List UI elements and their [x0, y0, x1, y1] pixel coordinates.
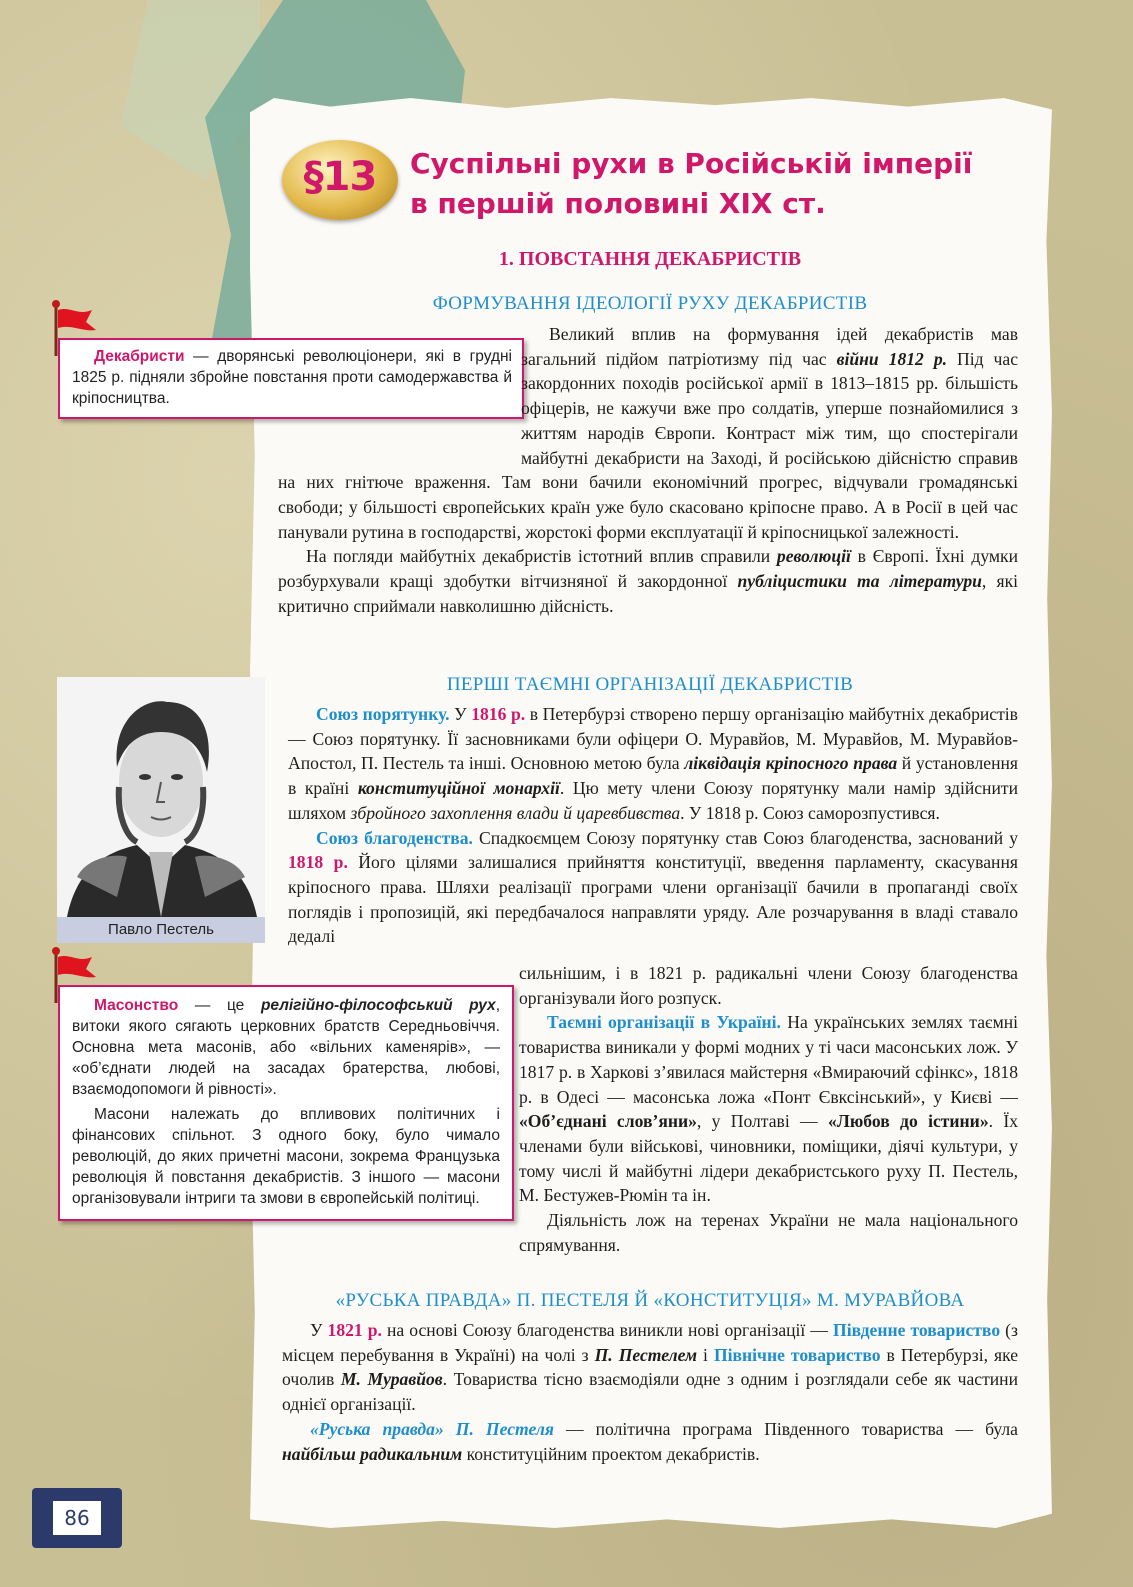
- box2-t1: — це: [178, 997, 261, 1014]
- p4-e: сильнішим, і в 1821 р. радикальні члени Союзу благоденства організували його розпуск.: [519, 963, 1018, 1008]
- union-welfare-title: Союз благоденства.: [316, 827, 473, 848]
- term-freemasonry: Масонство: [94, 997, 179, 1014]
- p2-a: На погляди майбутніх декабристів істотний вплив справили: [306, 546, 777, 567]
- p1-c: Під час закордонних походів російської армії в 1813–1815 рр. більшість офіцерів, не кажучи вже про солдатів, уперше познайомилися з життям народів Європи. Контраст між тим, що спостерігали майбутні декабристи на Заході, й російською дійсністю справив на них гнітюче враження. Там вони бачили економічний прогрес, відчували громадянські свободи; у більшості європейських країн уже було скасовано кріпосне право. А в Росії в цей час панували рутина в господарстві, жорстокі форми експлуатації й кріпосницької залежності.: [278, 348, 1019, 542]
- portrait-caption: Павло Пестель: [57, 917, 265, 943]
- subheading-russkaya-pravda: «РУСЬКА ПРАВДА» П. ПЕСТЕЛЯ Й «КОНСТИТУЦІЯ» М. МУРАВЙОВА: [335, 1290, 965, 1311]
- union-salvation-title: Союз порятунку.: [316, 704, 450, 724]
- page-title: [410, 144, 1030, 224]
- portrait-pestel: [57, 677, 265, 917]
- p3-g: конституційної монархії: [357, 778, 560, 799]
- p7-g: і: [697, 1344, 714, 1365]
- p3-j: . У 1818 р. Союз саморозпустився.: [680, 802, 940, 823]
- p2-b: революції: [776, 546, 851, 567]
- p2-d: публіцистики та літератури: [737, 571, 982, 592]
- p2-e: , які критично сприймали навколишню дійсність.: [278, 571, 1019, 616]
- p3-i: збройного захоплення влади й царевбивства: [350, 802, 681, 823]
- p1-b: війни 1812 р.: [836, 348, 948, 369]
- p5-d: , у Полтаві —: [696, 1111, 828, 1132]
- box-spacer: [278, 322, 521, 470]
- p5-c: «Об’єднані слов’яни»: [519, 1111, 697, 1132]
- p7-e: (з місцем перебування в Україні) на чолі з: [282, 1320, 1018, 1365]
- p3-b: У: [449, 704, 472, 724]
- p3-e: ліквідація кріпосного права: [684, 753, 898, 774]
- year-1821: 1821 р.: [327, 1320, 382, 1340]
- badge-number: §13: [303, 154, 377, 200]
- paragraph-societies: [282, 1318, 1018, 1466]
- p7-i: в Петербурзі, яке очолив: [282, 1344, 1019, 1390]
- p1-a: Великий вплив на формування ідей декабристів мав загальний підйом патріотизму під час: [521, 324, 1018, 369]
- section-heading: 1. ПОВСТАННЯ ДЕКАБРИСТІВ: [498, 248, 802, 270]
- box2-t2: релігійно-філософський рух: [260, 997, 496, 1014]
- title-line-1: Суспільні рухи в Російській імперії: [410, 147, 973, 180]
- paragraph-lodges: [519, 961, 1018, 1257]
- p7-a: У: [310, 1320, 328, 1340]
- p7-k: . Товариства тісно взаємодіяли одне з одним і розглядали себе як частини однієї організації.: [282, 1369, 1019, 1415]
- definition-box-freemasonry: [58, 985, 514, 1221]
- title-line-2: в першій половині XIX ст.: [410, 187, 826, 220]
- p6: Діяльність лож на теренах України не мала національного спрямування.: [519, 1210, 1018, 1255]
- p3-d: в Петербурзі створено першу організацію майбутніх декабристів — Союз порятунку. Її засновниками були офіцери О. Муравйов, М. Муравйов, М. Муравйов-Апостол, П. Пестель та інші. Основною метою була: [288, 704, 1018, 774]
- year-1818: 1818 р.: [288, 852, 348, 873]
- p8-c: найбільш радикальним: [282, 1443, 463, 1464]
- p5-b: На українських землях таємні товариства виникали у формі модних у ті часи масонських лож. У 1817 р. в Харкові з’явилася майстерня «Вмираючий сфінкс», 1818 р. в Одесі — масонська ложа «Понт Євксінський», у Києві —: [519, 1012, 1019, 1107]
- p7-f: П. Пестелем: [594, 1344, 698, 1365]
- northern-society: Північне товариство: [713, 1344, 881, 1365]
- p3-h: . Цю мету члени Союзу порятунку мали намір здійснити шляхом: [288, 778, 1018, 823]
- southern-society: Південне товариство: [833, 1320, 1001, 1340]
- box2-paragraph-2: Масони належать до впливових політичних і фінансових спільнот. З одного боку, було чимало революцій, до яких причетні масони, зокрема Французька революція й повстання декабристів. З іншого — масони організовували інтриги та змови в європейській політиці.: [72, 1106, 500, 1207]
- page-number-box: [32, 1488, 122, 1548]
- portrait-image: [57, 677, 265, 917]
- p4-b: Спадкоємцем Союзу порятунку став Союз благоденства, заснований у: [472, 827, 1018, 848]
- p3-f: й установлення в країні: [288, 753, 1018, 799]
- secret-orgs-ukraine-title: Таємні організації в Україні.: [547, 1012, 781, 1033]
- p4-d: Його цілями залишалися прийняття конституції, введення парламенту, скасування кріпосного права. Шляхи реалізації програми члени організації бачили в пропаганді своїх поглядів і пропозицій, які передбачалося направляти уряду. Але розчарування в владі ставало дедалі: [288, 852, 1018, 947]
- p2-c: в Європі. Їхні думки розбурхували кращі здобутки вітчизняної й закордонної: [278, 546, 1018, 592]
- p7-c: на основі Союзу благоденства виникли нові організації —: [381, 1320, 834, 1340]
- page-number: 86: [51, 1499, 103, 1537]
- year-1816: 1816 р.: [471, 704, 526, 724]
- p5-e: «Любов до істини»: [827, 1111, 989, 1132]
- paragraph-unions: [288, 702, 1018, 949]
- definition-decembrists: — дворянські революціонери, які в грудні 1825 р. підняли збройне повстання проти самодержавства й кріпосництва.: [72, 348, 512, 407]
- p8-d: конституційним проектом декабристів.: [462, 1443, 760, 1464]
- paragraph-badge: [282, 140, 398, 220]
- subheading-ideology: ФОРМУВАННЯ ІДЕОЛОГІЇ РУХУ ДЕКАБРИСТІВ: [432, 293, 868, 314]
- russkaya-pravda-title: «Руська правда» П. Пестеля: [310, 1418, 554, 1439]
- p5-f: . Їх членами були військові, чиновники, поміщики, діячі культури, у тому числі й майбутні лідери декабристського руху П. Пестель, М. Бестужев-Рюмін та ін.: [519, 1111, 1018, 1206]
- p8-b: — політична програма Південного товариства — була: [553, 1418, 1018, 1439]
- box2-t3: , витоки якого сягають церковних братств Середньовіччя. Основна мета масонів, або «вільних каменярів», — «об’єднати людей на засадах братерства, любові, взаємодопомоги й рівності».: [72, 997, 500, 1098]
- subheading-first-organizations: ПЕРШІ ТАЄМНІ ОРГАНІЗАЦІЇ ДЕКАБРИСТІВ: [446, 674, 854, 695]
- paragraph-1: [278, 322, 1018, 618]
- p7-j: М. Муравйов: [340, 1369, 443, 1390]
- term-decembrists: Декабристи: [94, 348, 185, 365]
